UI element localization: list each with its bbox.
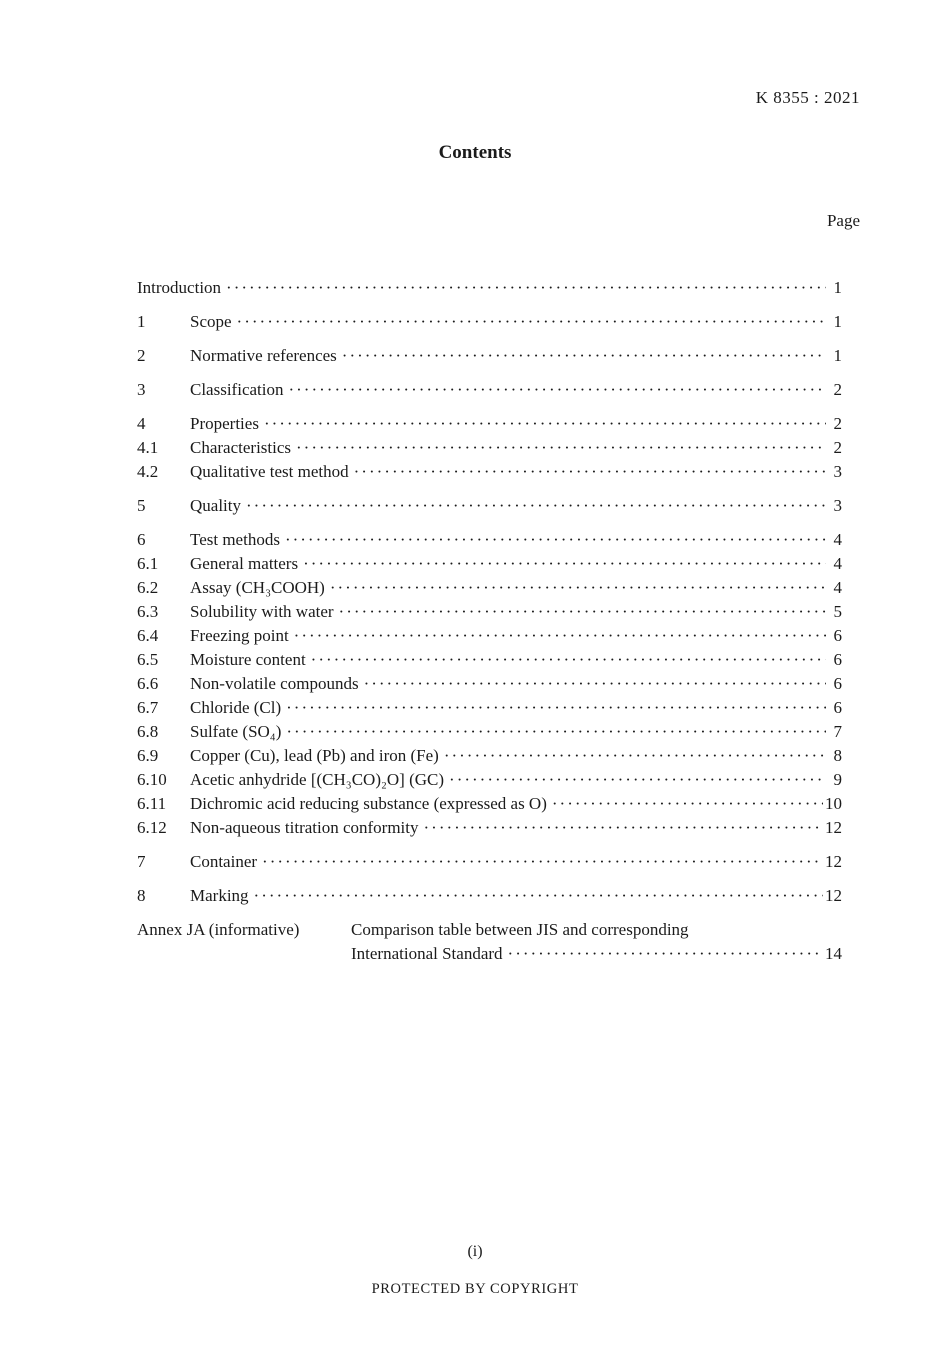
- toc-entry-label: Test methods: [190, 530, 280, 549]
- toc-entry-page: 6: [833, 674, 842, 693]
- dot-leader: [286, 696, 826, 720]
- toc-entry-properties: [137, 412, 842, 436]
- toc-entry-number: 5: [137, 496, 146, 515]
- toc-entry-number: 8: [137, 886, 146, 905]
- toc-entry-label: Moisture content: [190, 650, 306, 669]
- toc-entry-label: Non-volatile compounds: [190, 674, 359, 693]
- toc-entry-page: 6: [833, 626, 842, 645]
- toc-entry-introduction: [137, 276, 842, 300]
- toc-entry-normative-references: [137, 344, 842, 368]
- toc-entry-number: 6.7: [137, 698, 159, 717]
- toc-entry-number: 6.3: [137, 602, 159, 621]
- toc-entry-label: Assay (CH₃COOH): [190, 578, 325, 597]
- toc-entry-number: 4.1: [137, 438, 159, 457]
- toc-entry-number: 6.6: [137, 674, 159, 693]
- annex-title-line1: Comparison table between JIS and corresponding: [351, 920, 689, 939]
- toc-entry-non-volatile-compounds: [137, 672, 842, 696]
- toc-entry-number: 7: [137, 852, 146, 871]
- toc-entry-label: Acetic anhydride [(CH₃CO)₂O] (GC): [190, 770, 445, 789]
- dot-leader: [339, 600, 826, 624]
- toc-entry-general-matters: [137, 552, 842, 576]
- toc-entry-number: 6.4: [137, 626, 159, 645]
- toc-entry-label: Solubility with water: [190, 602, 334, 621]
- toc-entry-page: 3: [833, 462, 842, 481]
- toc-entry-label: Classification: [190, 380, 284, 399]
- dot-leader: [354, 460, 826, 484]
- toc-entry-page: 12: [825, 886, 842, 905]
- toc-entry-non-aqueous-titration: [137, 816, 842, 840]
- toc-entry-label: Marking: [190, 886, 249, 905]
- dot-leader: [226, 276, 826, 300]
- toc-entry-number: 6.12: [137, 818, 167, 837]
- toc-entry-page: 2: [833, 438, 842, 457]
- annex-title-line2: International Standard: [351, 944, 503, 963]
- toc-entry-label: Properties: [190, 414, 259, 433]
- toc-entry-acetic-anhydride: [137, 768, 842, 792]
- dot-leader: [444, 744, 826, 768]
- toc-entry-page: 3: [833, 496, 842, 515]
- toc-entry-label: Chloride (Cl): [190, 698, 282, 717]
- page-title: Contents: [438, 142, 512, 163]
- toc-entry-annex-ja: [137, 918, 842, 966]
- toc-entry-page: 9: [833, 770, 842, 789]
- toc-entry-classification: [137, 378, 842, 402]
- toc-entry-quality: [137, 494, 842, 518]
- folio-page-number: (i): [467, 1243, 483, 1260]
- toc-entry-chloride: [137, 696, 842, 720]
- dot-leader: [342, 344, 826, 368]
- toc-entry-page: 1: [833, 278, 842, 297]
- toc-entry-label: General matters: [190, 554, 299, 573]
- dot-leader: [254, 884, 823, 908]
- toc-entry-page: 8: [833, 746, 842, 765]
- dot-leader: [330, 576, 826, 600]
- dot-leader: [449, 768, 826, 792]
- toc-entry-page: 6: [833, 698, 842, 717]
- toc-entry-sulfate: [137, 720, 842, 744]
- toc-entry-label: Non-aqueous titration conformity: [190, 818, 419, 837]
- toc-entry-label: Container: [190, 852, 258, 871]
- toc-entry-label: Dichromic acid reducing substance (expressed as O): [190, 794, 547, 813]
- dot-leader: [237, 310, 826, 334]
- toc-entry-page: 7: [833, 722, 842, 741]
- toc-entry-number: 6.8: [137, 722, 159, 741]
- toc-entry-label: Freezing point: [190, 626, 289, 645]
- dot-leader: [552, 792, 823, 816]
- dot-leader: [285, 528, 826, 552]
- toc-entry-qualitative-test-method: [137, 460, 842, 484]
- toc-entry-page: 14: [825, 944, 842, 963]
- toc-entry-page: 2: [833, 414, 842, 433]
- toc-entry-number: 4: [137, 414, 146, 433]
- copyright-notice: PROTECTED BY COPYRIGHT: [371, 1281, 579, 1297]
- dot-leader: [508, 942, 823, 966]
- toc-entry-number: 6.1: [137, 554, 159, 573]
- page-column-label: Page: [826, 211, 860, 230]
- toc-entry-dichromic-acid: [137, 792, 842, 816]
- toc-entry-number: 3: [137, 380, 146, 399]
- annex-title-line2-row: [351, 942, 842, 966]
- toc-entry-page: 2: [833, 380, 842, 399]
- toc-entry-number: 6: [137, 530, 146, 549]
- dot-leader: [296, 436, 826, 460]
- toc-entry-test-methods: [137, 528, 842, 552]
- toc-entry-number: 6.10: [137, 770, 167, 789]
- toc-entry-page: 5: [833, 602, 842, 621]
- dot-leader: [424, 816, 823, 840]
- dot-leader: [288, 378, 826, 402]
- toc-entry-label: Characteristics: [190, 438, 292, 457]
- dot-leader: [264, 412, 826, 436]
- toc-entry-moisture-content: [137, 648, 842, 672]
- dot-leader: [364, 672, 826, 696]
- dot-leader: [294, 624, 826, 648]
- toc-entry-page: 10: [825, 794, 842, 813]
- table-of-contents: [137, 276, 842, 966]
- dot-leader: [286, 720, 826, 744]
- dot-leader: [303, 552, 826, 576]
- toc-entry-page: 6: [833, 650, 842, 669]
- toc-entry-page: 12: [825, 818, 842, 837]
- toc-entry-number: 6.5: [137, 650, 159, 669]
- toc-entry-container: [137, 850, 842, 874]
- annex-title: [351, 918, 842, 966]
- toc-entry-label: Qualitative test method: [190, 462, 349, 481]
- dot-leader: [262, 850, 823, 874]
- toc-entry-page: 4: [833, 554, 842, 573]
- toc-entry-solubility-with-water: [137, 600, 842, 624]
- toc-entry-assay: [137, 576, 842, 600]
- annex-label: Annex JA (informative): [137, 920, 300, 939]
- toc-entry-label: Copper (Cu), lead (Pb) and iron (Fe): [190, 746, 439, 765]
- toc-entry-page: 1: [833, 312, 842, 331]
- toc-entry-page: 12: [825, 852, 842, 871]
- document-code: K 8355 : 2021: [755, 88, 860, 107]
- toc-entry-label: Quality: [190, 496, 241, 515]
- toc-entry-marking: [137, 884, 842, 908]
- toc-entry-label: Introduction: [137, 278, 222, 297]
- toc-entry-scope: [137, 310, 842, 334]
- toc-entry-number: 2: [137, 346, 146, 365]
- toc-entry-number: 4.2: [137, 462, 159, 481]
- toc-entry-freezing-point: [137, 624, 842, 648]
- toc-entry-page: 4: [833, 578, 842, 597]
- toc-entry-page: 4: [833, 530, 842, 549]
- toc-entry-number: 1: [137, 312, 146, 331]
- toc-entry-label: Scope: [190, 312, 232, 331]
- toc-entry-number: 6.2: [137, 578, 159, 597]
- dot-leader: [246, 494, 826, 518]
- toc-entry-page: 1: [833, 346, 842, 365]
- toc-entry-label: Sulfate (SO₄): [190, 722, 282, 741]
- toc-entry-copper-lead-iron: [137, 744, 842, 768]
- toc-entry-characteristics: [137, 436, 842, 460]
- toc-entry-number: 6.9: [137, 746, 159, 765]
- dot-leader: [311, 648, 826, 672]
- toc-entry-label: Normative references: [190, 346, 337, 365]
- toc-entry-number: 6.11: [137, 794, 167, 813]
